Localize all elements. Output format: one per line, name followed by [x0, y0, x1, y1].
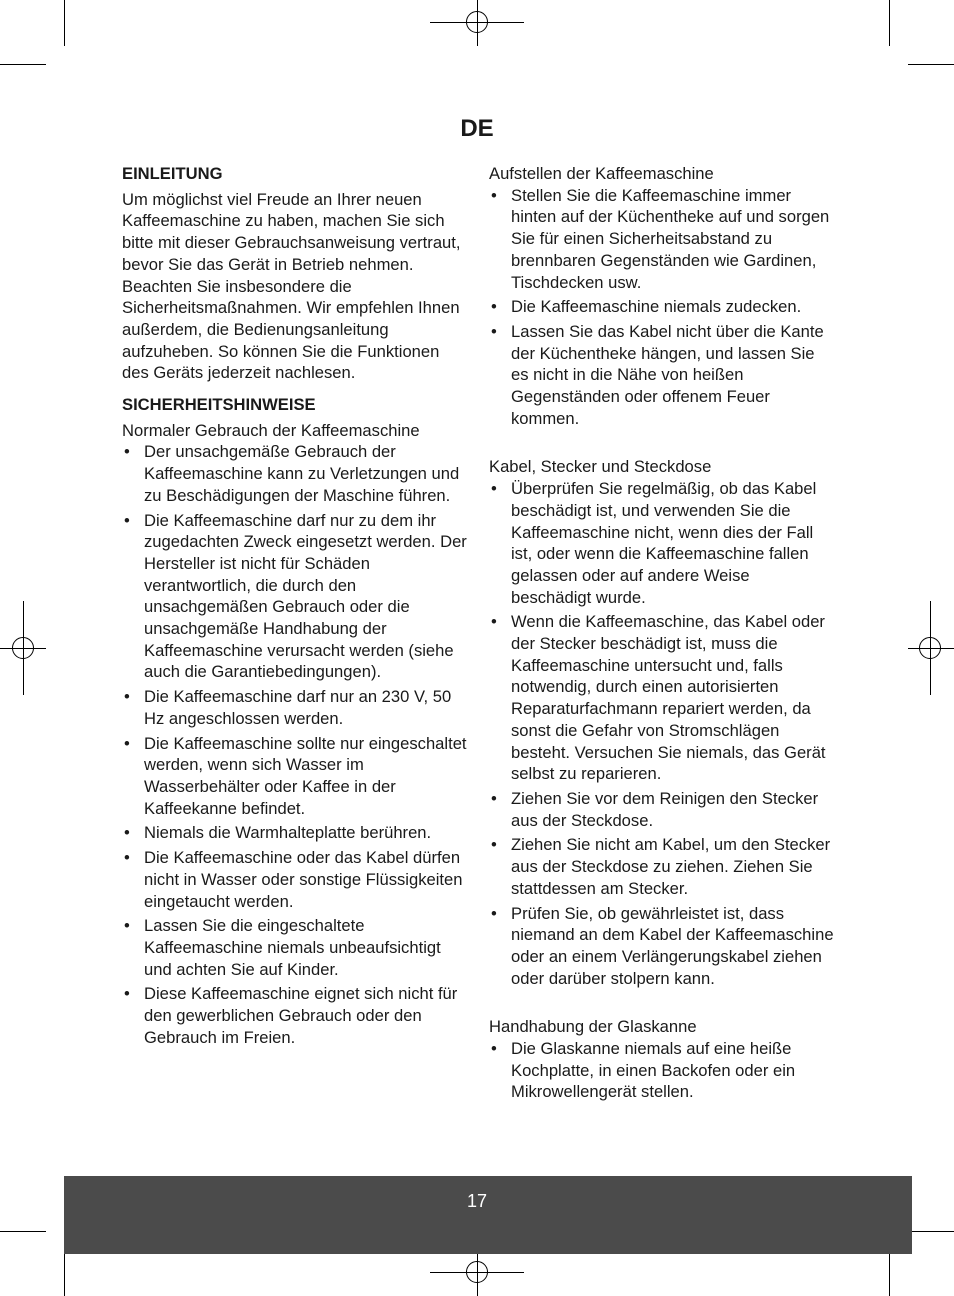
list-item-text: Niemals die Warmhalteplatte berühren.: [144, 823, 432, 843]
list-item-text: Die Kaffeemaschine darf nur zu dem ihr zugedachten Zweck eingesetzt werden. Der Hersteller ist nicht für Schäden verantwortlich, die durch den unsachgemäßen Gebrauch oder die unsachgemäße Handhabung der Kaffeemaschine verursacht werden (siehe auch die Garantiebedingungen).: [144, 510, 467, 682]
list-item: [122, 822, 467, 844]
bullet-icon: •: [491, 835, 497, 855]
list-item: [122, 686, 467, 729]
bullet-icon: •: [491, 185, 497, 205]
crop-mark: [0, 1231, 46, 1232]
list-item-text: Prüfen Sie, ob gewährleistet ist, dass niemand an dem Kabel der Kaffeemaschine oder an einem Verlängerungskabel ziehen oder darüber stolpern kann.: [511, 903, 834, 988]
list-item-text: Diese Kaffeemaschine eignet sich nicht für den gewerblichen Gebrauch oder den Gebrauch im Freien.: [144, 984, 458, 1047]
crop-mark: [908, 1231, 954, 1232]
crop-mark: [64, 0, 65, 46]
list-item: [489, 321, 834, 430]
bullet-icon: •: [124, 687, 130, 707]
right-column: [489, 163, 834, 1106]
list-item-text: Die Kaffeemaschine sollte nur eingeschaltet werden, wenn sich Wasser im Wasserbehälter oder Kaffee in der Kaffeekanne befindet.: [144, 733, 467, 818]
normal-use-subheading: Normaler Gebrauch der Kaffeemaschine: [122, 420, 420, 440]
list-item: [122, 510, 467, 684]
list-item-text: Die Kaffeemaschine oder das Kabel dürfen nicht in Wasser oder sonstige Flüssigkeiten eingetaucht werden.: [144, 848, 463, 911]
bullet-icon: •: [124, 733, 130, 753]
language-heading: DE: [460, 115, 494, 142]
crop-mark: [889, 1250, 890, 1296]
crop-mark: [0, 64, 46, 65]
bullet-icon: •: [124, 984, 130, 1004]
bullet-icon: •: [491, 903, 497, 923]
setup-subheading: Aufstellen der Kaffeemaschine: [489, 164, 714, 183]
list-item-text: Überprüfen Sie regelmäßig, ob das Kabel beschädigt ist, und verwenden Sie die Kaffeemaschine nicht, wenn dies der Fall ist, oder wenn die Kaffeemaschine fallen gelassen oder auf andere Weise beschädigt wurde.: [511, 479, 817, 607]
footer-bar: [64, 1176, 912, 1254]
list-item-text: Die Glaskanne niemals auf eine heiße Kochplatte, in einen Backofen oder ein Mikrowellengerät stellen.: [511, 1039, 796, 1102]
bullet-icon: •: [491, 479, 497, 499]
list-item-text: Der unsachgemäße Gebrauch der Kaffeemaschine kann zu Verletzungen und zu Beschädigungen der Maschine führen.: [144, 442, 460, 505]
list-item: [489, 478, 834, 608]
intro-paragraph: Um möglichst viel Freude an Ihrer neuen Kaffeemaschine zu haben, machen Sie sich bitte mit dieser Gebrauchsanweisung vertraut, bevor Sie das Gerät in Betrieb nehmen. Beachten Sie insbesondere die Sicherheitsmaßnahmen. Wir empfehlen Ihnen außerdem, die Bedienungsanleitung aufzuheben. So können Sie die Funktionen des Geräts jederzeit nachlesen.: [122, 189, 461, 383]
list-item: [489, 1038, 834, 1103]
setup-list: [489, 185, 834, 430]
glass-subheading: Handhabung der Glaskanne: [489, 1017, 697, 1037]
normal-use-list: [122, 441, 467, 1048]
bullet-icon: •: [491, 612, 497, 632]
list-item: [122, 915, 467, 980]
crop-mark: [64, 1250, 65, 1296]
bullet-icon: •: [124, 442, 130, 462]
list-item: [122, 733, 467, 820]
list-item-text: Die Kaffeemaschine darf nur an 230 V, 50 Hz angeschlossen werden.: [144, 687, 452, 728]
crop-mark: [889, 0, 890, 46]
list-item: [489, 185, 834, 294]
list-item: [122, 847, 467, 912]
list-item: [122, 983, 467, 1048]
list-item-text: Wenn die Kaffeemaschine, das Kabel oder der Stecker beschädigt ist, muss die Kaffeemaschine untersucht und, falls notwendig, durch einen autorisierten Reparaturfachmann repariert werden, da sonst die Gefahr von Stromschlägen besteht. Versuchen Sie niemals, das Gerät selbst zu reparieren.: [511, 612, 826, 784]
list-item: [122, 441, 467, 506]
section-spacer: [489, 992, 834, 1016]
crop-mark: [908, 64, 954, 65]
section-spacer: [489, 432, 834, 456]
list-item: [489, 296, 834, 318]
cable-subheading: Kabel, Stecker und Steckdose: [489, 457, 712, 477]
list-item: [489, 788, 834, 831]
page-number: 17: [466, 1191, 488, 1211]
cable-list: [489, 478, 834, 989]
bullet-icon: •: [124, 916, 130, 936]
list-item-text: Ziehen Sie vor dem Reinigen den Stecker aus der Steckdose.: [511, 788, 819, 830]
bullet-icon: •: [491, 297, 497, 317]
bullet-icon: •: [491, 1039, 497, 1059]
glass-list: [489, 1038, 834, 1103]
list-item: [489, 903, 834, 990]
intro-heading: EINLEITUNG: [122, 164, 223, 183]
bullet-icon: •: [124, 823, 130, 843]
list-item-text: Ziehen Sie nicht am Kabel, um den Stecker aus der Steckdose zu ziehen. Ziehen Sie stattdessen am Stecker.: [511, 835, 831, 898]
list-item: [489, 611, 834, 785]
list-item: [489, 834, 834, 899]
safety-heading: SICHERHEITSHINWEISE: [122, 395, 316, 415]
bullet-icon: •: [124, 510, 130, 530]
list-item-text: Die Kaffeemaschine niemals zudecken.: [511, 297, 802, 317]
list-item-text: Lassen Sie die eingeschaltete Kaffeemaschine niemals unbeaufsichtigt und achten Sie auf Kinder.: [144, 916, 441, 979]
bullet-icon: •: [491, 788, 497, 808]
left-column: [122, 163, 467, 1051]
bullet-icon: •: [124, 848, 130, 868]
list-item-text: Lassen Sie das Kabel nicht über die Kante der Küchentheke hängen, und lassen Sie es nicht in die Nähe von heißen Gegenständen oder offenem Feuer kommen.: [511, 321, 824, 428]
list-item-text: Stellen Sie die Kaffeemaschine immer hinten auf der Küchentheke auf und sorgen Sie für einen Sicherheitsabstand zu brennbaren Gegenständen wie Gardinen, Tischdecken usw.: [511, 185, 830, 292]
bullet-icon: •: [491, 321, 497, 341]
